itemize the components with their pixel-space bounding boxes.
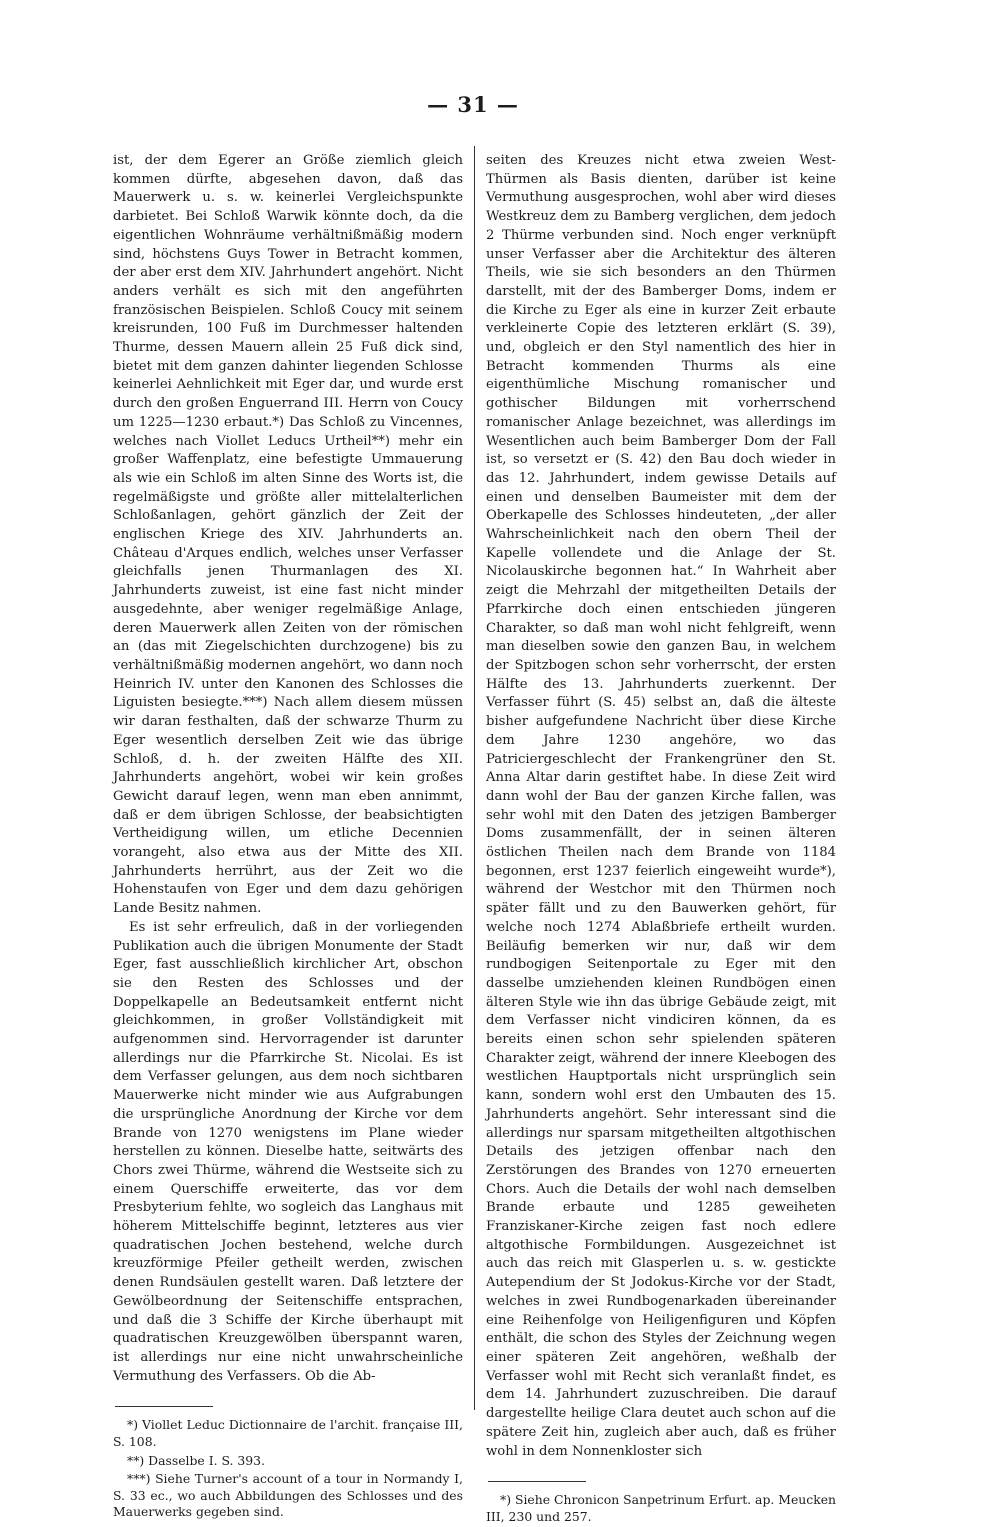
right-paragraph-1: seiten des Kreuzes nicht etwa zweien West-Thürmen als Basis dienten, darüber ist keine Vermuthung ausgesprochen, wohl aber wird dieses Westkreuz dem zu Bamberg verglichen, dem jedoch 2 Thürme verbunden sind. Noch enger verknüpft unser Verfasser aber die Architektur des älteren Theils, wie sie sich besonders an den Thürmen darstellt, mit der des Bamberger Doms, indem er die Kirche zu Eger als eine in kurzer Zeit erbaute verkleinerte Copie des letzteren erklärt (S. 39), und, obgleich er den Styl namentlich des hier in Betracht kommenden Thurms als eine eigenthümliche Mischung romanischer und gothischer Bildungen mit vorherrschend romanischer Anlage bezeichnet, was allerdings im Wesentlichen auch beim Bamberger Dom der Fall ist, so versetzt er (S. 42) den Bau doch wieder in das 12. Jahrhundert, indem gewisse Details auf einen und denselben Baumeister mit dem der Oberkapelle des Schlosses hindeuteten, „der aller Wahrscheinlichkeit nach den obern Theil der Kapelle vollendete und die Anlage der St. Nicolauskirche begonnen hat.“ In Wahrheit aber zeigt die Mehrzahl der mitgetheilten Details der Pfarrkirche doch einen entschieden jüngeren Charakter, so daß man wohl nicht fehlgreift, wenn man dieselben sowie den ganzen Bau, in welchem der Spitzbogen schon sehr vorherrscht, der ersten Hälfte des 13. Jahrhunderts zuerkennt. Der Verfasser führt (S. 45) selbst an, daß die älteste bisher aufgefundene Nachricht über diese Kirche dem Jahre 1230 angehöre, wo das Patriciergeschlecht der Frankengrüner den St. Anna Altar darin gestiftet habe. In diese Zeit wird dann wohl der Bau der ganzen Kirche fallen, was sehr wohl mit den Daten des jetzigen Bamberger Doms zusammenfällt, der in seinen älteren östlichen Theilen nach dem Brande von 1184 begonnen, erst 1237 feierlich eingeweiht wurde*), während der Westchor mit den Thürmen noch später fällt und zu den Bauwerken gehört, für welche noch 1274 Ablaßbriefe ertheilt wurden. Beiläufig bemerken wir nur, daß wir dem rundbogigen Seitenportale zu Eger mit den dasselbe umziehenden kleinen Rundbögen einen älteren Style wie ihn das übrige Gebäude zeigt, mit dem Verfasser nicht vindiciren können, da es bereits einen schon sehr spielenden späteren Charakter zeigt, während der innere Kleebogen des westlichen Hauptportals nicht ursprünglich sein kann, sondern wohl erst den Umbauten des 15. Jahrhunderts angehört. Sehr interessant sind die allerdings nur sparsam mitgetheilten altgothischen Details des jetzigen offenbar nach den Zerstörungen des Brandes von 1270 erneuerten Chors. Auch die Details der wohl nach demselben Brande erbaute und 1285 geweiheten Franziskaner-Kirche zeigen fast noch edlere altgothische Formbildungen. Ausgezeichnet ist auch das reich mit Glasperlen u. s. w. gestickte Autependium der St Jodokus-Kirche vor der Stadt, welches in zwei Rundbogenarkaden übereinander eine Reihenfolge von Heiligenfiguren und Köpfen enthält, die schon des Styles der Zeichnung wegen einer späteren Zeit angehören, weßhalb der Verfasser wohl mit Recht sich veranlaßt findet, es dem 14. Jahrhundert zuzuschreiben. Die darauf dargestellte heilige Clara deutet auch schon auf die spätere Zeit hin, zugleich aber auch, daß es früher wohl in dem Nonnenkloster sich bbox=[486, 153, 836, 1459]
footnote-rule bbox=[115, 1406, 213, 1407]
left-footnotes bbox=[113, 1406, 463, 1521]
footnote-rule bbox=[488, 1481, 586, 1482]
footnote-2: **) Dasselbe I. S. 393. bbox=[127, 1452, 265, 1468]
footnote-3: ***) Siehe Turner's account of a tour in Normandy I, S. 33 ec., wo auch Abbildungen des Schlosses und des Mauerwerks gegeben sind. bbox=[113, 1471, 463, 1520]
right-footnotes bbox=[486, 1481, 836, 1525]
left-paragraph-2: Es ist sehr erfreulich, daß in der vorliegenden Publikation auch die übrigen Monumente der Stadt Eger, fast ausschließlich kirchlicher Art, obschon sie den Resten des Schlosses und der Doppelkapelle an Bedeutsamkeit entfernt nicht gleichkommen, in großer Vollständigkeit mit aufgenommen sind. Hervorragender ist darunter allerdings nur die Pfarrkirche St. Nicolai. Es ist dem Verfasser gelungen, aus dem noch sichtbaren Mauerwerke nicht minder wie aus Aufgrabungen die ursprüngliche Anordnung der Kirche vor dem Brande von 1270 wenigstens im Plane wieder herstellen zu können. Dieselbe hatte, seitwärts des Chors zwei Thürme, während die Westseite sich zu einem Querschiffe erweiterte, das vor dem Presbyterium fehlte, wo sogleich das Langhaus mit höherem Mittelschiffe beginnt, letzteres aus vier quadratischen Jochen bestehend, welche durch kreuzförmige Pfeiler getheilt werden, zwischen denen Rundsäulen gestellt waren. Daß letztere der Gewölbeordnung der Seitenschiffe entsprachen, und daß die 3 Schiffe der Kirche überhaupt mit quadratischen Kreuzgewölben überspannt waren, ist allerdings nur eine nicht unwahrscheinliche Vermuthung des Verfassers. Ob die Ab- bbox=[113, 919, 463, 1384]
footnote-1: *) Viollet Leduc Dictionnaire de l'archit. française III, S. 108. bbox=[113, 1417, 463, 1449]
left-column bbox=[113, 152, 463, 1523]
column-divider bbox=[474, 146, 475, 1410]
page-number: — 31 — bbox=[427, 92, 519, 117]
left-paragraph-1: ist, der dem Egerer an Größe ziemlich gleich kommen dürfte, abgesehen davon, daß das Mauerwerk u. s. w. keinerlei Vergleichspunkte darbietet. Bei Schloß Warwik könnte doch, da die eigentlichen Wohnräume verhältnißmäßig modern sind, höchstens Guys Tower in Betracht kommen, der aber erst dem XIV. Jahrhundert angehört. Nicht anders verhält es sich mit den angeführten französischen Beispielen. Schloß Coucy mit seinem kreisrunden, 100 Fuß im Durchmesser haltenden Thurme, dessen Mauern allein 25 Fuß dick sind, bietet mit dem ganzen dahinter liegenden Schlosse keinerlei Aehnlichkeit mit Eger dar, und wurde erst durch den großen Enguerrand III. Herrn von Coucy um 1225—1230 erbaut.*) Das Schloß zu Vincennes, welches nach Viollet Leducs Urtheil**) mehr ein großer Waffenplatz, eine befestigte Ummauerung als wie ein Schloß im alten Sinne des Worts ist, die regelmäßigste und größte aller mittelalterlichen Schloßanlagen, gehört gänzlich der Zeit der englischen Kriege des XIV. Jahrhunderts an. Château d'Arques endlich, welches unser Verfasser gleichfalls jenen Thurmanlagen des XI. Jahrhunderts zuweist, ist eine fast nicht minder ausgedehnte, aber weniger regelmäßige Anlage, deren Mauerwerk allen Zeiten von der römischen an (das mit Ziegelschichten durchzogene) bis zu verhältnißmäßig modernen angehört, wo dann noch Heinrich IV. unter den Kanonen des Schlosses die Liguisten besiegte.***) Nach allem diesem müssen wir daran festhalten, daß der schwarze Thurm zu Eger wesentlich derselben Zeit wie das übrige Schloß, d. h. der zweiten Hälfte des XII. Jahrhunderts angehört, wobei wir kein großes Gewicht darauf legen, wenn man eben annimmt, daß er dem übrigen Schlosse, der beabsichtigten Vertheidigung willen, um etliche Decennien vorangeht, also etwa aus der Mitte des XII. Jahrhunderts herrührt, aus der Zeit wo die Hohenstaufen von Eger und dem dazu gehörigen Lande Besitz nahmen. bbox=[113, 153, 463, 917]
footnote-right-1: *) Siehe Chronicon Sanpetrinum Erfurt. ap. Meucken III, 230 und 257. bbox=[486, 1492, 837, 1524]
right-column bbox=[486, 152, 836, 1527]
